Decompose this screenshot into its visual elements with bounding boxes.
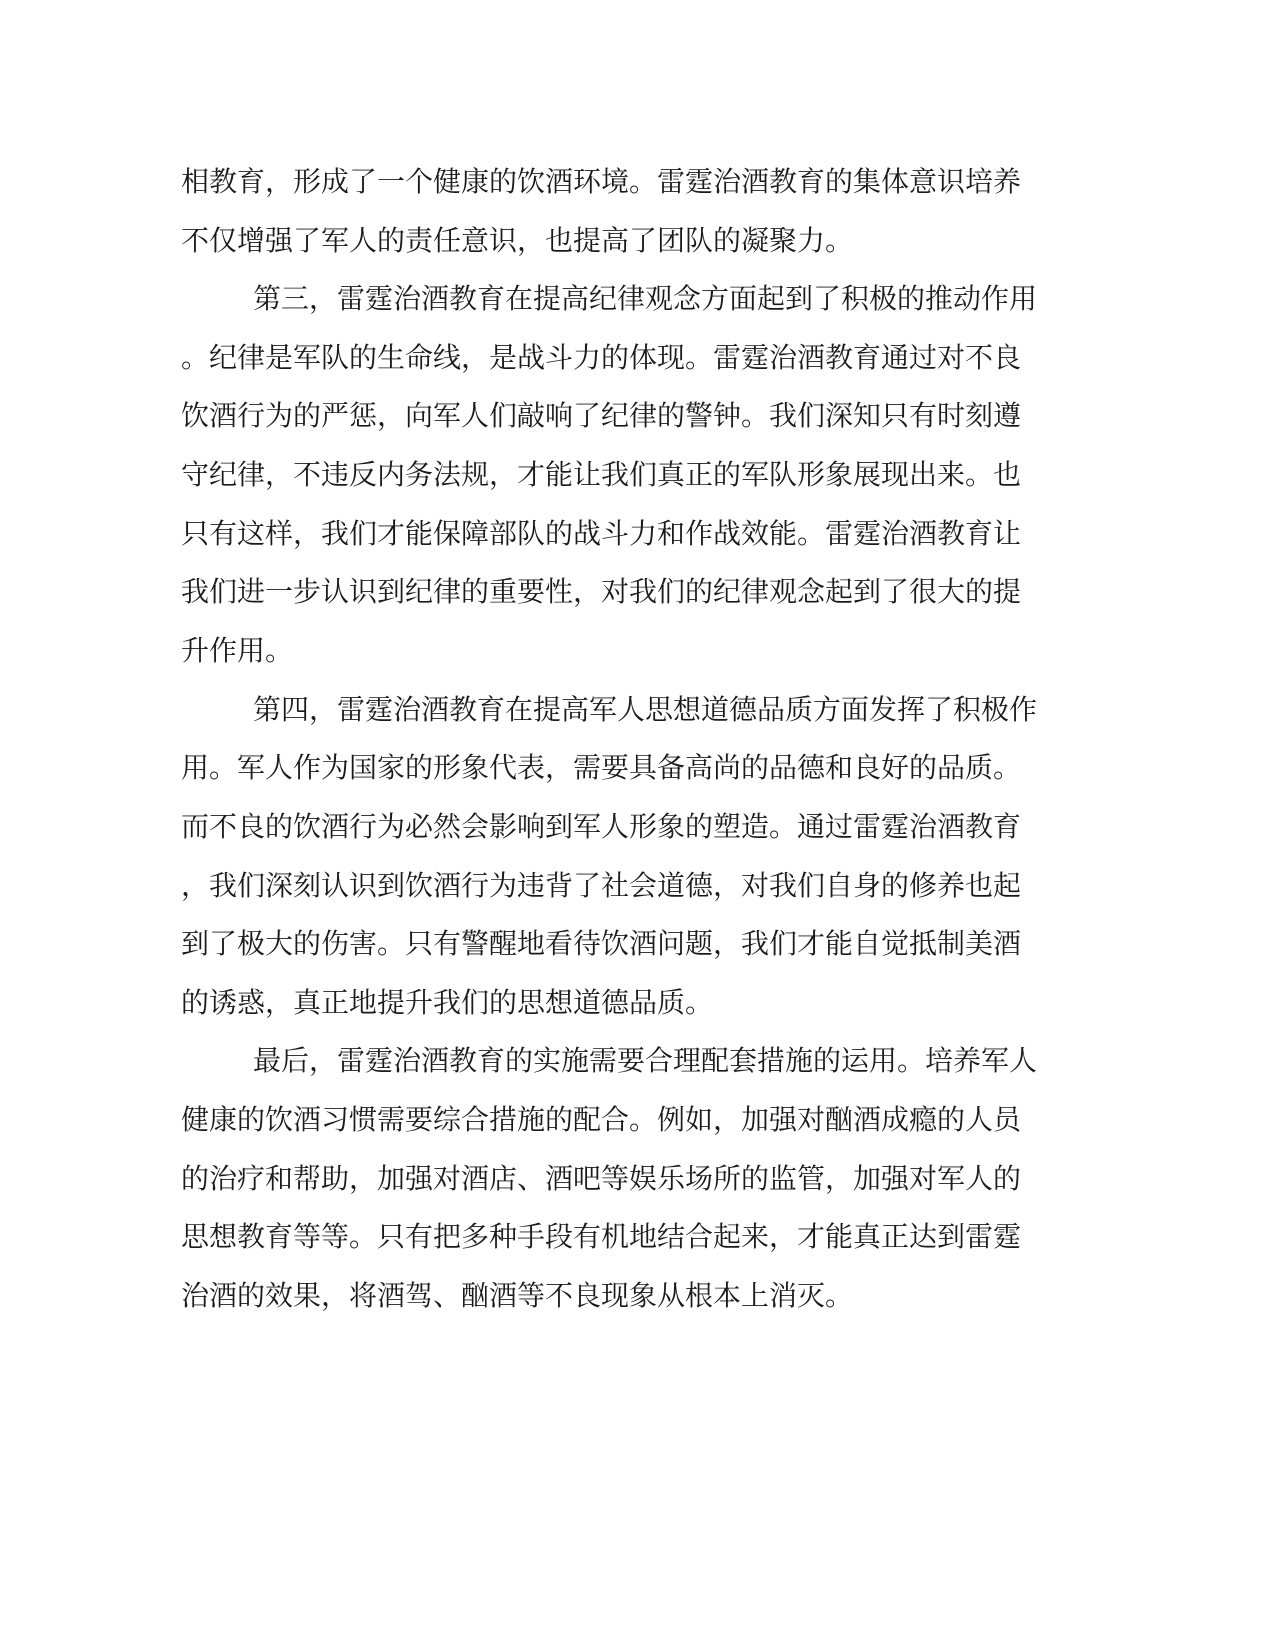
text-line: 用。军人作为国家的形象代表，需要具备高尚的品德和良好的品质。	[181, 751, 1022, 784]
text-line: 相教育，形成了一个健康的饮酒环境。雷霆治酒教育的集体意识培养	[181, 165, 1022, 198]
text-line: 守纪律，不违反内务法规，才能让我们真正的军队形象展现出来。也	[181, 458, 1022, 491]
text-line: 我们进一步认识到纪律的重要性，对我们的纪律观念起到了很大的提	[181, 575, 1022, 608]
text-line: 饮酒行为的严惩，向军人们敲响了纪律的警钟。我们深知只有时刻遵	[181, 399, 1022, 432]
text-line: 治酒的效果，将酒驾、酗酒等不良现象从根本上消灭。	[181, 1279, 854, 1312]
paragraph-start-line: 第四，雷霆治酒教育在提高军人思想道德品质方面发挥了积极作	[253, 693, 1038, 726]
paragraph-start-line: 最后，雷霆治酒教育的实施需要合理配套措施的运用。培养军人	[253, 1044, 1038, 1077]
text-line: 只有这样，我们才能保障部队的战斗力和作战效能。雷霆治酒教育让	[181, 517, 1022, 550]
text-line: 的诱惑，真正地提升我们的思想道德品质。	[181, 986, 714, 1019]
text-line: 到了极大的伤害。只有警醒地看待饮酒问题，我们才能自觉抵制美酒	[181, 927, 1022, 960]
text-line: 。纪律是军队的生命线，是战斗力的体现。雷霆治酒教育通过对不良	[181, 341, 1022, 374]
text-line: 思想教育等等。只有把多种手段有机地结合起来，才能真正达到雷霆	[181, 1220, 1022, 1253]
text-line: 的治疗和帮助，加强对酒店、酒吧等娱乐场所的监管，加强对军人的	[181, 1162, 1022, 1195]
paragraph-start-line: 第三，雷霆治酒教育在提高纪律观念方面起到了积极的推动作用	[253, 282, 1038, 315]
text-line: 不仅增强了军人的责任意识，也提高了团队的凝聚力。	[181, 224, 854, 257]
text-line: 健康的饮酒习惯需要综合措施的配合。例如，加强对酗酒成瘾的人员	[181, 1103, 1022, 1136]
text-line: 升作用。	[181, 634, 294, 667]
text-line: ，我们深刻认识到饮酒行为违背了社会道德，对我们自身的修养也起	[181, 869, 1022, 902]
text-line: 而不良的饮酒行为必然会影响到军人形象的塑造。通过雷霆治酒教育	[181, 810, 1022, 843]
